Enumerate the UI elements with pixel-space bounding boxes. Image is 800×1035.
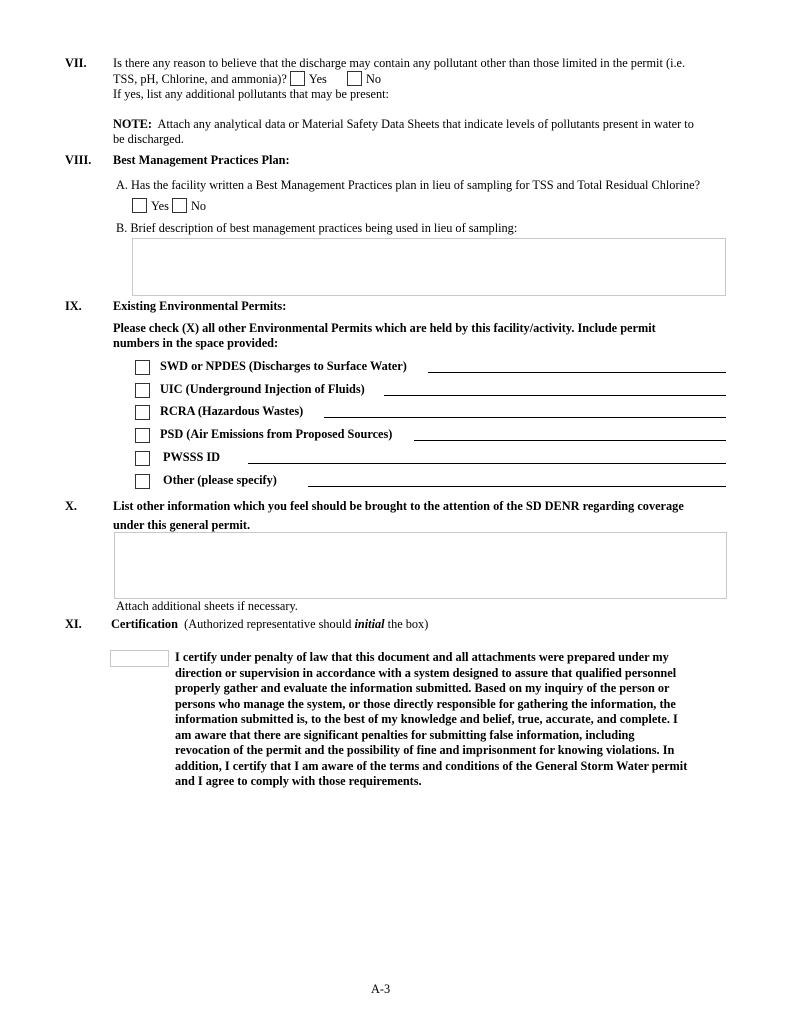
section-xi-subtitle-end: the box) bbox=[387, 617, 429, 631]
section-xi-emphasis: initial bbox=[354, 617, 385, 631]
section-vii-number: VII. bbox=[65, 56, 87, 70]
section-viii-question-b: B. Brief description of best management practices being used in lieu of sampling: bbox=[116, 221, 518, 235]
permit-pwsss-checkbox[interactable] bbox=[135, 451, 150, 466]
attach-sheets-note: Attach additional sheets if necessary. bbox=[116, 599, 298, 613]
permit-swd-checkbox[interactable] bbox=[135, 360, 150, 375]
section-xi-title: Certification bbox=[111, 617, 178, 631]
section-vii-note bbox=[113, 117, 694, 132]
permit-psd-number-field[interactable] bbox=[414, 440, 726, 441]
other-information-field[interactable] bbox=[114, 532, 727, 599]
permit-other-label: Other (please specify) bbox=[163, 473, 277, 487]
cert-line: revocation of the permit and the possibility of fine and imprisonment for knowing violations. In bbox=[175, 743, 675, 757]
permit-psd-checkbox[interactable] bbox=[135, 428, 150, 443]
cert-line: addition, I certify that I am aware of the terms and conditions of the General Storm Water permit bbox=[175, 758, 688, 773]
section-xi-number: XI. bbox=[65, 617, 82, 631]
section-vii-question: Is there any reason to believe that the discharge may contain any pollutant other than those limited in the permit (i.e. bbox=[113, 56, 686, 70]
vii-no-label: No bbox=[365, 72, 382, 86]
section-ix-title: Existing Environmental Permits: bbox=[113, 299, 287, 313]
cert-line: properly gather and evaluate the information submitted. Based on my inquiry of the person or bbox=[175, 681, 670, 695]
section-xi-heading bbox=[111, 617, 428, 632]
cert-line: I certify under penalty of law that this document and all attachments were prepared under my bbox=[175, 650, 669, 664]
section-x-text-cont: under this general permit. bbox=[113, 518, 251, 532]
section-x-number: X. bbox=[65, 499, 77, 513]
permit-rcra-label: RCRA (Hazardous Wastes) bbox=[160, 404, 304, 418]
bmp-description-field[interactable] bbox=[132, 238, 726, 296]
page-number: A-3 bbox=[371, 982, 391, 996]
section-ix-instructions: Please check (X) all other Environmental Permits which are held by this facility/activity. Include permit bbox=[113, 321, 656, 335]
permit-rcra-number-field[interactable] bbox=[324, 417, 726, 418]
vii-yes-label: Yes bbox=[308, 72, 327, 86]
permit-other-checkbox[interactable] bbox=[135, 474, 150, 489]
initials-field[interactable] bbox=[110, 650, 169, 667]
section-viii-question-a: A. Has the facility written a Best Management Practices plan in lieu of sampling for TSS and Total Residual Chlorine? bbox=[116, 178, 701, 192]
viii-yes-label: Yes bbox=[151, 199, 169, 213]
viii-options bbox=[132, 198, 206, 214]
permit-uic-label: UIC (Underground Injection of Fluids) bbox=[160, 382, 365, 396]
section-xi-subtitle: (Authorized representative should bbox=[184, 617, 352, 631]
section-viii-title: Best Management Practices Plan: bbox=[113, 153, 290, 167]
permit-other-number-field[interactable] bbox=[308, 486, 726, 487]
permit-psd-label: PSD (Air Emissions from Proposed Sources) bbox=[160, 427, 393, 441]
section-x-text: List other information which you feel should be brought to the attention of the SD DENR regarding coverage bbox=[113, 499, 684, 513]
permit-uic-number-field[interactable] bbox=[384, 395, 726, 396]
certification-statement bbox=[175, 650, 735, 790]
permit-swd-label: SWD or NPDES (Discharges to Surface Water) bbox=[160, 359, 407, 373]
permit-pwsss-label: PWSSS ID bbox=[163, 450, 221, 464]
vii-no-checkbox[interactable] bbox=[347, 71, 362, 86]
vii-yes-checkbox[interactable] bbox=[290, 71, 305, 86]
viii-yes-checkbox[interactable] bbox=[132, 198, 147, 213]
cert-line: direction or supervision in accordance with a system designed to assure that qualified personnel bbox=[175, 665, 677, 680]
cert-line: and I agree to comply with those requirements. bbox=[175, 774, 422, 788]
section-vii-if-yes: If yes, list any additional pollutants that may be present: bbox=[113, 87, 389, 101]
section-vii-note-cont: be discharged. bbox=[113, 132, 184, 146]
cert-line: persons who manage the system, or those directly responsible for gathering the information, the bbox=[175, 696, 676, 711]
cert-line: information submitted is, to the best of my knowledge and belief, true, accurate, and complete. I bbox=[175, 712, 678, 726]
cert-line: am aware that there are significant penalties for submitting false information, including bbox=[175, 727, 635, 742]
section-vii-question-line2: TSS, pH, Chlorine, and ammonia)? bbox=[113, 72, 287, 86]
permit-pwsss-number-field[interactable] bbox=[248, 463, 726, 464]
note-label: NOTE: bbox=[113, 117, 152, 131]
permit-uic-checkbox[interactable] bbox=[135, 383, 150, 398]
permit-rcra-checkbox[interactable] bbox=[135, 405, 150, 420]
section-viii-number: VIII. bbox=[65, 153, 92, 167]
permit-swd-number-field[interactable] bbox=[428, 372, 726, 373]
viii-no-checkbox[interactable] bbox=[172, 198, 187, 213]
section-ix-instructions-cont: numbers in the space provided: bbox=[113, 336, 279, 350]
section-ix-number: IX. bbox=[65, 299, 82, 313]
section-vii-question-cont bbox=[113, 71, 381, 87]
note-text: Attach any analytical data or Material Safety Data Sheets that indicate levels of pollutants present in water to bbox=[157, 117, 694, 131]
viii-no-label: No bbox=[190, 199, 207, 213]
